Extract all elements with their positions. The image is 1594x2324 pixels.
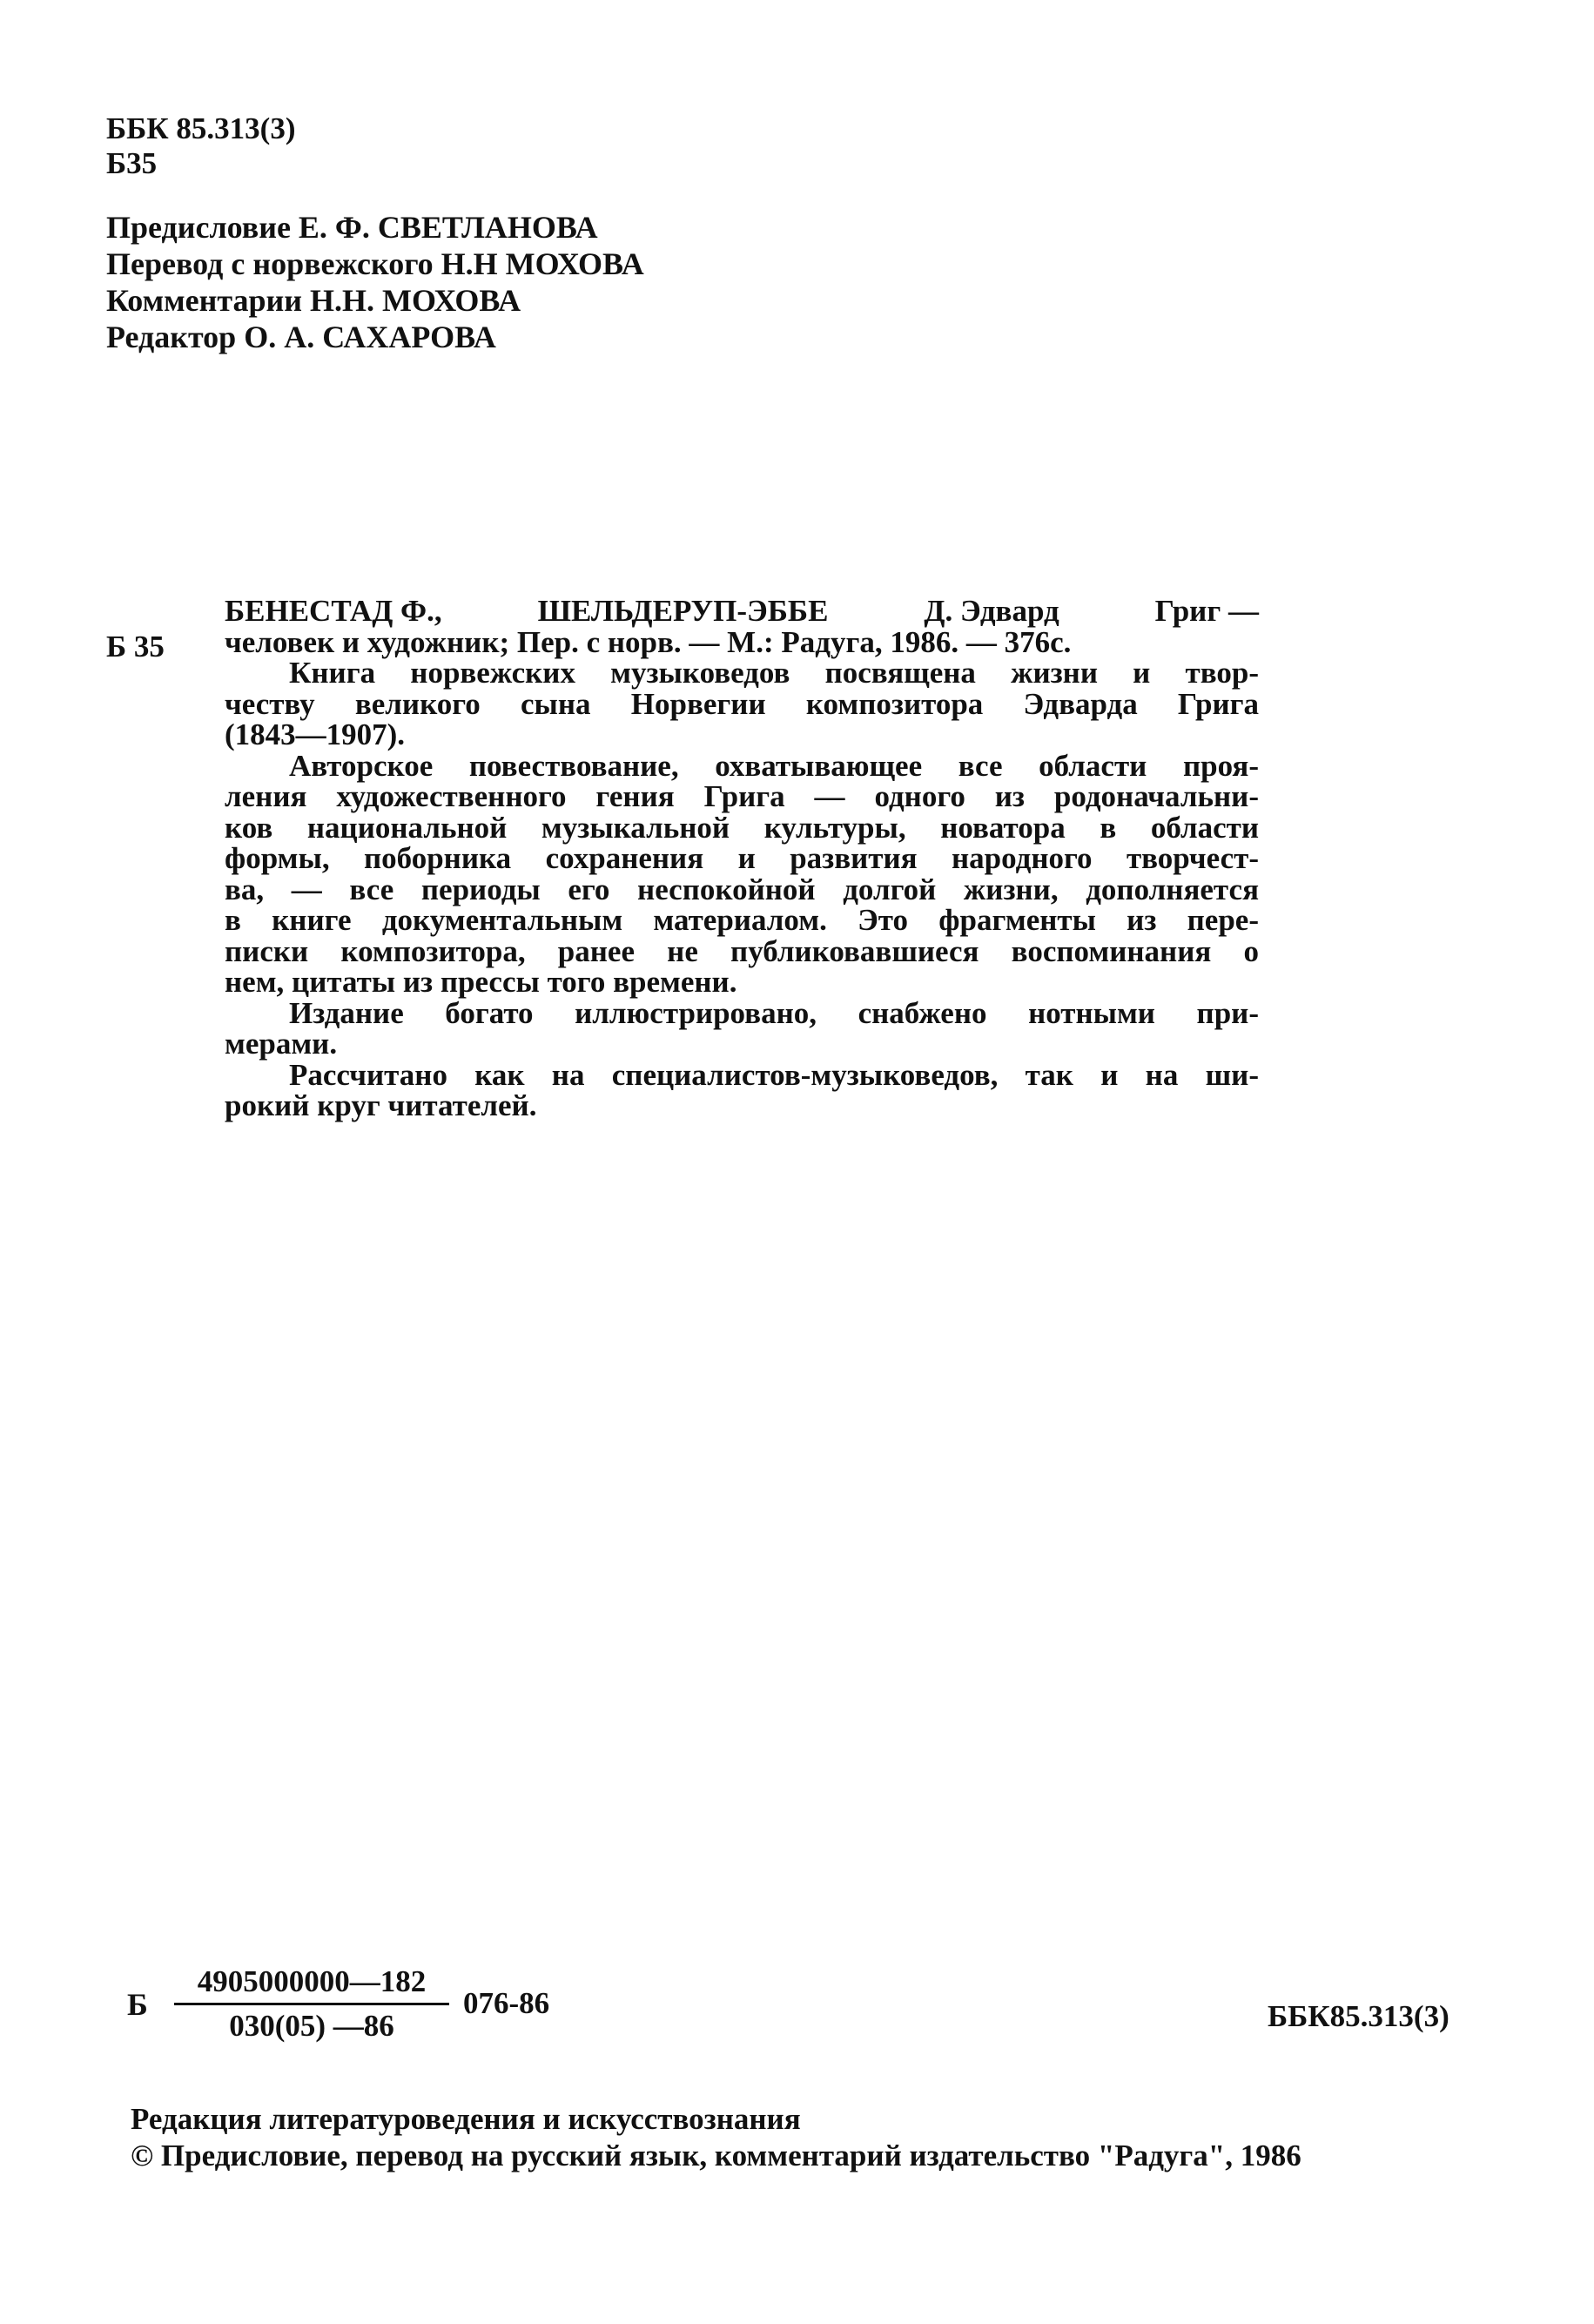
text-line: Рассчитано как на специалистов-музыковедов, так и на ши-: [289, 1057, 1259, 1092]
credit-foreword: Предисловие Е. Ф. СВЕТЛАНОВА: [106, 210, 598, 245]
abstract-paragraph-2: [225, 748, 1259, 999]
heading-author-1: БЕНЕСТАД Ф.,: [225, 594, 442, 628]
text-line: ления художественного гения Грига — одного из родоначальни-: [225, 779, 1259, 813]
imprint-order-code: 076-86: [463, 1986, 550, 2020]
text-line: ков национальной музыкальной культуры, новатора в области: [225, 810, 1259, 845]
heading-title-part-1: Д. Эдвард: [924, 594, 1059, 628]
text-line: нем, цитаты из прессы того времени.: [225, 965, 737, 999]
abstract-paragraph-4: [225, 1057, 1259, 1122]
credit-translation: Перевод с норвежского Н.Н МОХОВА: [106, 246, 644, 281]
text-line: формы, поборника сохранения и развития народного творчест-: [225, 841, 1259, 875]
editorial-department: Редакция литературоведения и искусствознания: [131, 2102, 801, 2136]
text-line: Книга норвежских музыковедов посвящена жизни и твор-: [289, 656, 1259, 690]
classification-block: [106, 111, 295, 181]
credit-commentary: Комментарии Н.Н. МОХОВА: [106, 283, 521, 318]
imprint-letter: Б: [127, 1987, 148, 2022]
text-line: мерами.: [225, 1027, 338, 1061]
text-line: писки композитора, ранее не публиковавшиеся воспоминания о: [225, 933, 1259, 968]
heading-author-2: ШЕЛЬДЕРУП-ЭББЕ: [537, 594, 829, 628]
catalog-abstract: [225, 596, 1259, 1122]
catalog-code: Б 35: [106, 630, 165, 664]
imprint-fraction: [174, 1964, 449, 2044]
copyright-line: © Предисловие, перевод на русский язык, комментарий издательство "Радуга", 1986: [131, 2139, 1301, 2172]
credits-block: [106, 209, 644, 355]
author-mark: Б35: [106, 146, 158, 180]
text-line: в книге документальным материалом. Это фрагменты из пере-: [225, 903, 1259, 937]
abstract-paragraph-1: [225, 657, 1259, 751]
heading-title-part-2: Григ —: [1154, 594, 1259, 628]
abstract-paragraph-3: [225, 995, 1259, 1061]
text-line: (1843—1907).: [225, 717, 406, 751]
text-line: честву великого сына Норвегии композитора Эдварда Грига: [225, 686, 1259, 721]
text-line: Издание богато иллюстрировано, снабжено нотными при-: [289, 995, 1259, 1030]
catalog-heading-line-2: человек и художник; Пер. с норв. — М.: Радуга, 1986. — 376с.: [225, 624, 1072, 659]
editorial-block: [131, 2101, 1301, 2174]
text-line: ва, — все периоды его неспокойной долгой жизни, дополняется: [225, 872, 1259, 906]
catalog-heading-line: [225, 596, 1259, 627]
imprint-bbk: ББК85.313(3): [1268, 1999, 1449, 2033]
credit-editor: Редактор О. А. САХАРОВА: [106, 320, 496, 354]
imprint-denominator: 030(05) —86: [229, 2009, 394, 2043]
imprint-numerator: 4905000000—182: [174, 1964, 449, 2005]
text-line: рокий круг читателей.: [225, 1088, 537, 1122]
text-line: Авторское повествование, охватывающее все области проя-: [289, 748, 1259, 783]
bbk-code: ББК 85.313(3): [106, 111, 296, 145]
